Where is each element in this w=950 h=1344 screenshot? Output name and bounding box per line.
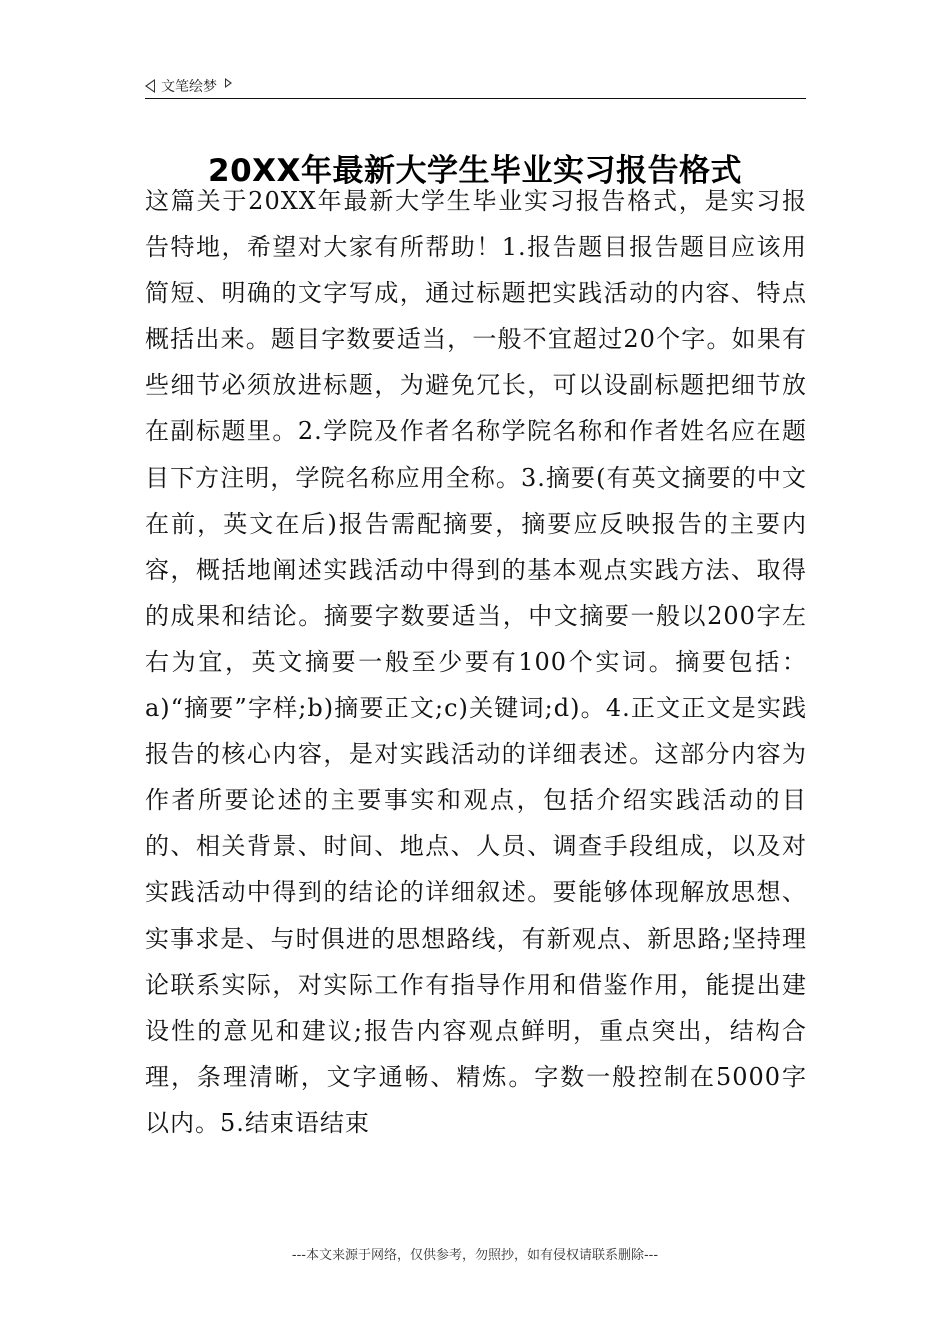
document-title: 20XX年最新大学生毕业实习报告格式 bbox=[208, 152, 742, 189]
page-header bbox=[145, 74, 805, 98]
triangle-right-icon bbox=[225, 78, 232, 88]
site-name: 文笔绘梦 bbox=[161, 79, 217, 95]
document-body: 这篇关于20XX年最新大学生毕业实习报告格式，是实习报告特地，希望对大家有所帮助！1.报告题目报告题目应该用简短、明确的文字写成，通过标题把实践活动的内容、特点概括出来。题目字数要适当，一般不宜超过20个字。如果有些细节必须放进标题，为避免冗长，可以设副标题把细节放在副标题里。2.学院及作者名称学院名称和作者姓名应在题目下方注明，学院名称应用全称。3.摘要(有英文摘要的中文在前，英文在后)报告需配摘要，摘要应反映报告的主要内容，概括地阐述实践活动中得到的基本观点实践方法、取得的成果和结论。摘要字数要适当，中文摘要一般以200字左右为宜，英文摘要一般至少要有100个实词。摘要包括：a)“摘要”字样;b)摘要正文;c)关键词;d)。4.正文正文是实践报告的核心内容，是对实践活动的详细表述。这部分内容为作者所要论述的主要事实和观点，包括介绍实践活动的目的、相关背景、时间、地点、人员、调查手段组成，以及对实践活动中得到的结论的详细叙述。要能够体现解放思想、实事求是、与时俱进的思想路线，有新观点、新思路;坚持理论联系实际，对实际工作有指导作用和借鉴作用，能提出建设性的意见和建议;报告内容观点鲜明，重点突出，结构合理，条理清晰，文字通畅、精炼。字数一般控制在5000字以内。5.结束语结束 bbox=[145, 187, 807, 1137]
header-divider bbox=[145, 98, 806, 99]
footer-disclaimer: ---本文来源于网络，仅供参考，勿照抄，如有侵权请联系删除--- bbox=[291, 1248, 659, 1263]
triangle-left-icon bbox=[145, 79, 155, 93]
